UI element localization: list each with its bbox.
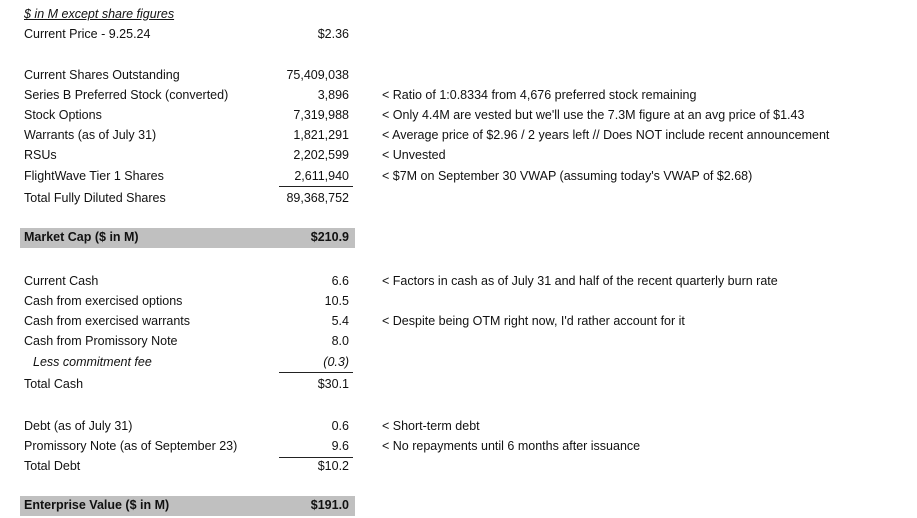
row-label: Total Cash [24,377,84,391]
row-note: < Short-term debt [382,419,480,433]
total-debt-row [20,457,355,477]
subtotal-underline [279,372,353,373]
debt-row [20,417,355,437]
row-label: Cash from exercised options [24,294,183,308]
warrants-cash-row [20,312,355,332]
row-value: 2,202,599 [293,148,349,162]
row-label: Current Shares Outstanding [24,68,180,82]
promissory-debt-row [20,437,355,457]
row-label: Series B Preferred Stock (converted) [24,88,229,102]
row-note: < Unvested [382,148,446,162]
row-note: < No repayments until 6 months after issuance [382,439,641,453]
row-value: 8.0 [331,334,349,348]
row-value: 9.6 [331,439,349,453]
row-value: $210.9 [310,230,349,244]
promissory-cash-row [20,332,355,352]
row-label: Warrants (as of July 31) [24,128,157,142]
row-label: Cash from Promissory Note [24,334,178,348]
subtotal-overline [279,457,353,458]
row-value: 2,611,940 [294,169,349,183]
row-label: Debt (as of July 31) [24,419,133,433]
row-label: Cash from exercised warrants [24,314,191,328]
row-label: Stock Options [24,108,102,122]
commitment-fee-row [20,353,355,373]
row-value: (0.3) [323,355,349,369]
row-value: 5.4 [331,314,349,328]
enterprise-value-row [20,496,355,516]
row-value: 89,368,752 [286,191,349,205]
row-label: Current Price - 9.25.24 [24,27,151,41]
warrants-row [20,126,355,146]
row-label: Promissory Note (as of September 23) [24,439,238,453]
row-value: 7,319,988 [293,108,349,122]
row-label: Total Debt [24,459,81,473]
current-price-row [20,25,355,45]
current-cash-row [20,272,355,292]
row-value: $30.1 [317,377,349,391]
row-label: Less commitment fee [33,355,152,369]
row-note: < Despite being OTM right now, I'd rather account for it [382,314,685,328]
row-label: FlightWave Tier 1 Shares [24,169,164,183]
table-header: $ in M except share figures [24,7,175,21]
row-label: RSUs [24,148,57,162]
total-cash-row [20,375,355,395]
market-cap-row [20,228,355,248]
row-label: Market Cap ($ in M) [24,230,139,244]
total-diluted-row [20,189,355,209]
row-value: 3,896 [317,88,349,102]
row-value: $191.0 [310,498,349,512]
options-cash-row [20,292,355,312]
row-value: $10.2 [317,459,349,473]
subtotal-underline [279,186,353,187]
row-note: < Factors in cash as of July 31 and half of the recent quarterly burn rate [382,274,778,288]
row-note: < Ratio of 1:0.8334 from 4,676 preferred stock remaining [382,88,697,102]
flightwave-row [20,167,355,187]
row-label: Current Cash [24,274,99,288]
row-value: 1,821,291 [293,128,349,142]
stock-options-row [20,106,355,126]
row-note: < $7M on September 30 VWAP (assuming today's VWAP of $2.68) [382,169,753,183]
row-label: Total Fully Diluted Shares [24,191,166,205]
row-note: < Average price of $2.96 / 2 years left // Does NOT include recent announcement [382,128,830,142]
series-b-row [20,86,355,106]
row-label: Enterprise Value ($ in M) [24,498,170,512]
row-value: 75,409,038 [286,68,349,82]
shares-outstanding-row [20,66,355,86]
row-value: 6.6 [331,274,349,288]
row-value: 0.6 [331,419,349,433]
row-value: 10.5 [324,294,349,308]
row-note: < Only 4.4M are vested but we'll use the 7.3M figure at an avg price of $1.43 [382,108,805,122]
row-value: $2.36 [317,27,349,41]
rsus-row [20,146,355,166]
